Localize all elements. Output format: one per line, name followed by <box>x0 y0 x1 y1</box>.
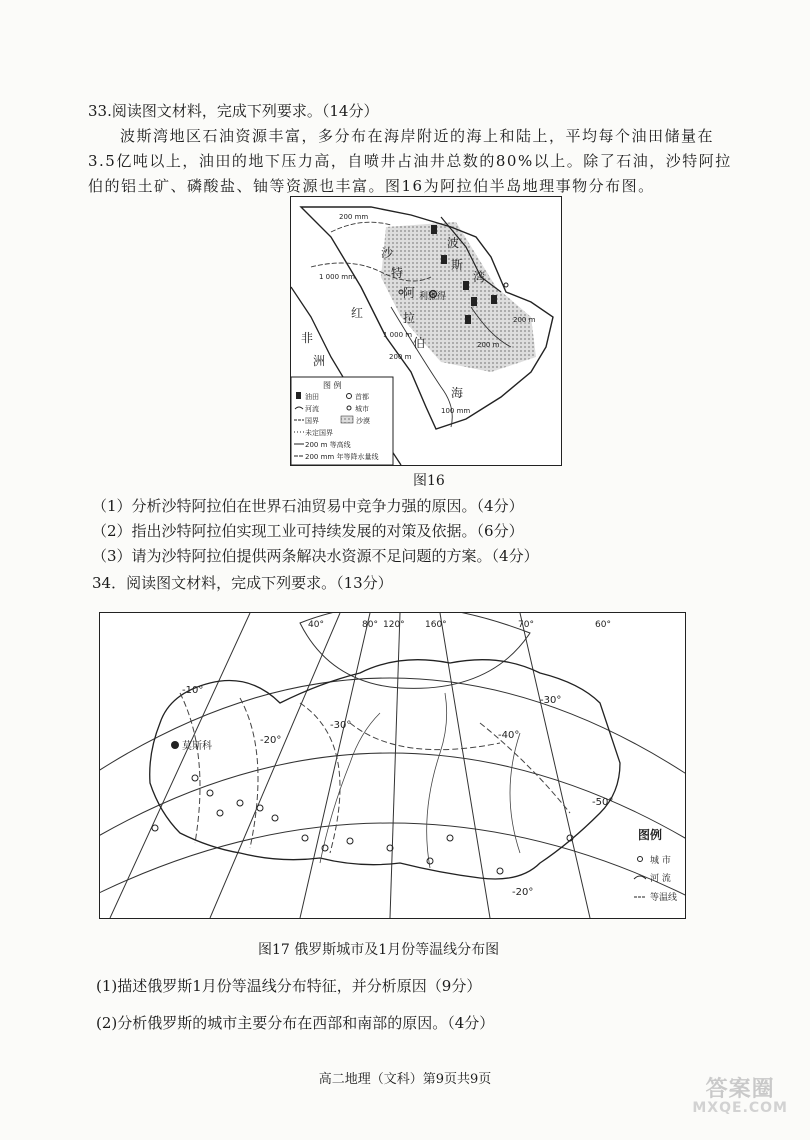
contour-label: 100 mm <box>441 407 471 415</box>
map-label: 湾 <box>473 270 486 284</box>
oil-field-icon <box>296 392 301 399</box>
contour-label: 200 mm <box>339 213 369 221</box>
q33-sub-question-2: （2）指出沙特阿拉伯实现工业可持续发展的对策及依据。（6分） <box>92 522 524 540</box>
isotherm-line <box>180 693 200 843</box>
contour-label: 200 m <box>513 316 536 324</box>
legend-title: 图 例 <box>323 381 342 390</box>
map-label: 海 <box>451 386 464 400</box>
desert-icon <box>341 416 353 423</box>
svg-text:河流: 河流 <box>305 405 319 413</box>
q33-paragraph-line-2: 3.5亿吨以上，油田的地下压力高，自喷井占油井总数的80%以上。除了石油，沙特阿拉 <box>88 152 732 170</box>
oil-field-icon <box>431 225 437 234</box>
figure-17-caption: 图17 俄罗斯城市及1月份等温线分布图 <box>258 942 500 958</box>
map-label: 特 <box>391 266 404 280</box>
oil-field-icon <box>441 255 447 264</box>
svg-text:40°: 40° <box>308 620 324 630</box>
svg-text:-30°: -30° <box>330 720 352 731</box>
isotherm-line <box>350 723 500 750</box>
svg-text:首都: 首都 <box>355 393 369 401</box>
svg-text:国界: 国界 <box>305 417 319 425</box>
watermark-logo: 答案圈 MXQE.COM <box>692 1077 788 1117</box>
svg-text:城市: 城市 <box>355 405 369 413</box>
svg-text:120°: 120° <box>383 620 405 630</box>
svg-text:等温线: 等温线 <box>650 893 678 903</box>
arabian-peninsula-map <box>290 196 562 466</box>
map-label: 沙 <box>381 246 394 260</box>
svg-text:160°: 160° <box>425 620 447 630</box>
svg-text:-40°: -40° <box>498 730 520 741</box>
svg-text:80°: 80° <box>362 620 378 630</box>
svg-text:-20°: -20° <box>512 887 534 898</box>
svg-text:200 mm 年等降水量线: 200 mm 年等降水量线 <box>305 453 379 461</box>
contour-line <box>331 222 391 232</box>
svg-text:河 流: 河 流 <box>650 874 671 884</box>
oil-field-icon <box>463 281 469 290</box>
contour-label: 200 m <box>477 341 500 349</box>
page-footer: 高二地理（文科）第9页共9页 <box>318 1072 492 1087</box>
figure-16-caption: 图16 <box>413 473 445 489</box>
map-label: 阿 <box>403 286 416 300</box>
q33-sub-question-1: （1）分析沙特阿拉伯在世界石油贸易中竞争力强的原因。（4分） <box>92 497 524 515</box>
contour-label: 1 000 m <box>383 331 413 339</box>
city-icon <box>638 857 643 862</box>
russia-outline <box>150 660 620 879</box>
svg-text:未定国界: 未定国界 <box>305 429 333 437</box>
isotherm-line <box>480 723 570 813</box>
svg-text:-20°: -20° <box>260 735 282 746</box>
map-label: 洲 <box>313 354 326 368</box>
q34-title: 34．阅读图文材料，完成下列要求。（13分） <box>92 574 393 592</box>
svg-text:沙漠: 沙漠 <box>356 417 370 425</box>
legend-title: 图例 <box>638 828 663 842</box>
q33-paragraph-line-3: 伯的铝土矿、磷酸盐、铀等资源也丰富。图16为阿拉伯半岛地理事物分布图。 <box>88 177 655 195</box>
svg-text:200 m 等高线: 200 m 等高线 <box>305 441 351 449</box>
q33-title: 33.阅读图文材料，完成下列要求。（14分） <box>88 102 379 120</box>
river-line <box>320 713 380 863</box>
contour-label: 1 000 mm <box>319 273 355 281</box>
svg-text:-50°: -50° <box>592 797 614 808</box>
q34-sub-question-2: (2)分析俄罗斯的城市主要分布在西部和南部的原因。（4分） <box>96 1014 495 1032</box>
river-line <box>427 693 447 868</box>
svg-text:-30°: -30° <box>540 695 562 706</box>
map-label: 红 <box>351 306 364 320</box>
map-label: 利雅得 <box>419 292 447 302</box>
svg-text:油田: 油田 <box>305 393 319 401</box>
svg-text:-10°: -10° <box>182 685 204 696</box>
map-label: 斯 <box>451 258 464 272</box>
map-label: 伯 <box>413 336 426 350</box>
moscow-label: 莫斯科 <box>182 741 212 752</box>
oil-field-icon <box>471 297 477 306</box>
map-label: 拉 <box>403 311 416 325</box>
contour-label: 200 m <box>389 353 412 361</box>
svg-text:70°: 70° <box>518 620 534 630</box>
map-label: 波 <box>447 236 460 250</box>
city-markers <box>152 742 573 874</box>
q33-sub-question-3: （3）请为沙特阿拉伯提供两条解决水资源不足问题的方案。（4分） <box>92 547 539 565</box>
map-label: 非 <box>301 331 314 345</box>
oil-field-icon <box>491 295 497 304</box>
russia-isotherm-map <box>99 612 686 919</box>
q33-paragraph-line-1: 波斯湾地区石油资源丰富，多分布在海岸附近的海上和陆上，平均每个油田储量在 <box>120 127 715 145</box>
q34-sub-question-1: (1)描述俄罗斯1月份等温线分布特征，并分析原因（9分） <box>96 977 482 995</box>
svg-text:60°: 60° <box>595 620 611 630</box>
oil-field-icon <box>465 315 471 324</box>
svg-text:城 市: 城 市 <box>650 856 671 866</box>
